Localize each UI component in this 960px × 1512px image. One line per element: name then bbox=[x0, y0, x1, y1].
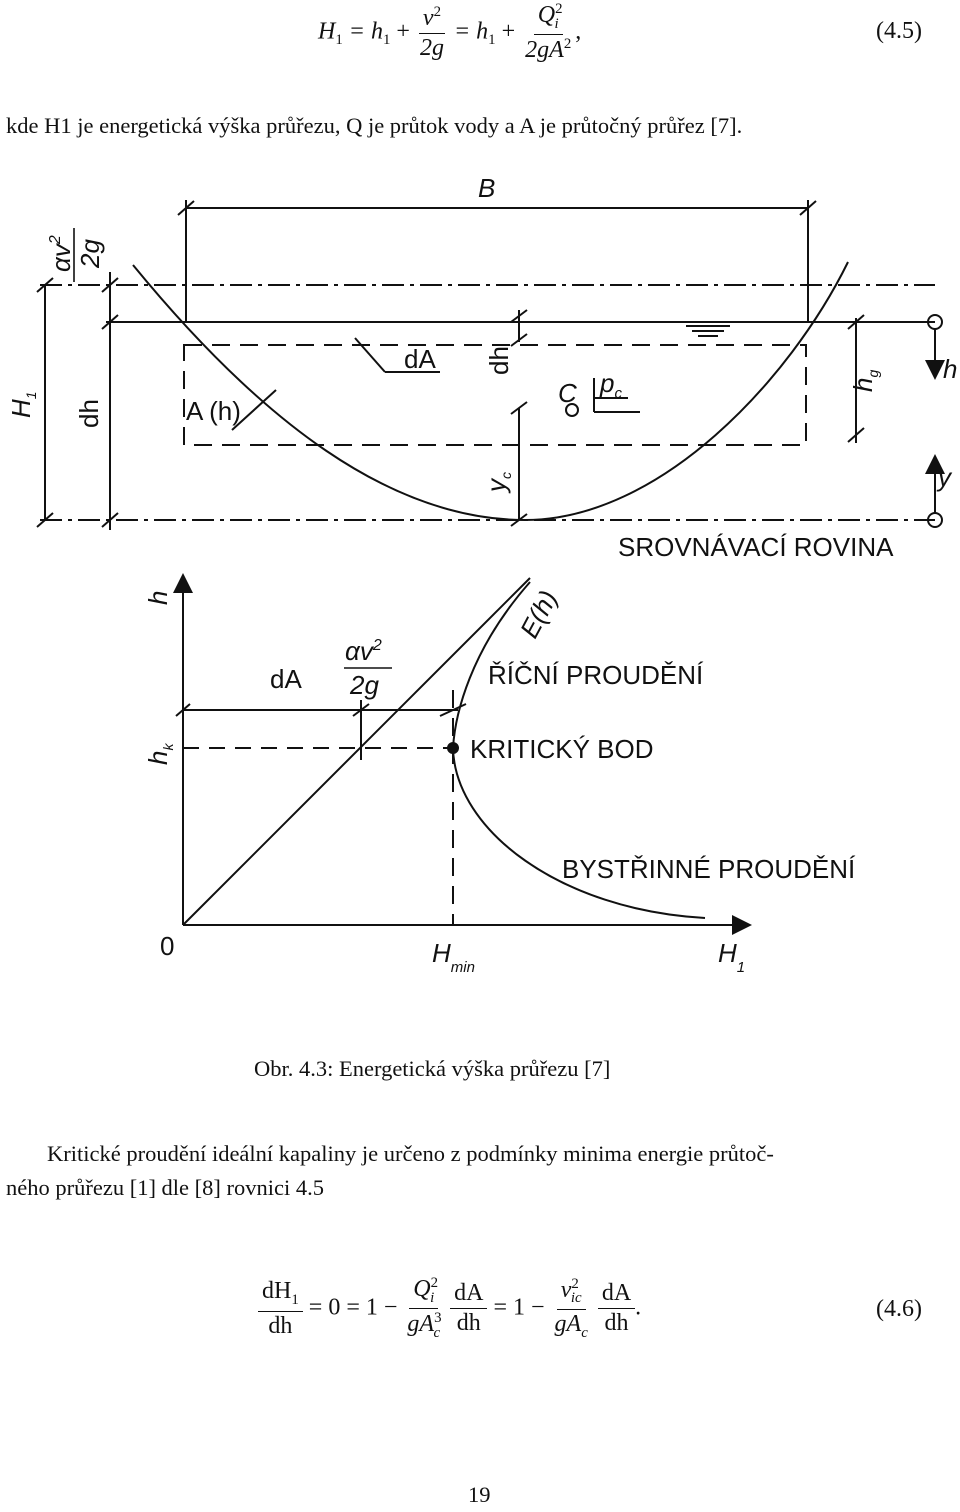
paragraph-2-line-1: Kritické proudění ideální kapaliny je určeno z podmínky minima energie průtoč- bbox=[47, 1141, 774, 1166]
label-zero: 0 bbox=[160, 931, 175, 961]
equation-4-6 bbox=[258, 1276, 641, 1342]
paragraph-2-line-2: ného průřezu [1] dle [8] rovnici 4.5 bbox=[6, 1175, 325, 1200]
eq45-frac2-sub: i bbox=[554, 15, 559, 32]
eq45-frac2-den-sup: 2 bbox=[563, 36, 572, 53]
label-hk-main: h bbox=[143, 750, 173, 765]
label-yc bbox=[481, 472, 514, 494]
label-y-right: y bbox=[938, 462, 951, 492]
eq46-frac3 bbox=[450, 1281, 487, 1336]
label-b: B bbox=[478, 173, 496, 203]
figure-caption: Obr. 4.3: Energetická výška průřezu [7] bbox=[254, 1056, 611, 1081]
eq45-frac2-sup: 2 bbox=[555, 1, 563, 17]
label-h-right: h bbox=[943, 354, 958, 384]
label-av2-low bbox=[345, 636, 382, 666]
paragraph-1: kde H1 je energetická výška průřezu, Q je průtok vody a A je průtočný průřez [7]. bbox=[6, 113, 743, 138]
label-critical-point: KRITICKÝ BOD bbox=[470, 734, 654, 764]
label-hmin-sub: min bbox=[450, 959, 475, 976]
label-yc-main: y bbox=[481, 479, 511, 492]
eq46-frac2 bbox=[403, 1276, 444, 1342]
label-h1-axis-sub: 1 bbox=[736, 959, 746, 976]
eq45-frac2-num: Q bbox=[537, 2, 556, 28]
eq45-lhs-sub: 1 bbox=[335, 32, 343, 49]
da-top-leader-a bbox=[355, 338, 385, 372]
label-da-top: dA bbox=[404, 344, 436, 374]
equation-4-5 bbox=[318, 2, 581, 64]
label-h1-axis bbox=[718, 938, 745, 976]
eq45-frac2-den: 2gA bbox=[525, 37, 564, 64]
eq45-plus1: + bbox=[396, 18, 410, 45]
label-h1-left-main: H bbox=[6, 399, 36, 418]
label-hg-sub: g bbox=[865, 369, 881, 378]
eq46-number: (4.6) bbox=[876, 1296, 922, 1322]
eq46-mid: = 0 = 1 − bbox=[308, 1294, 398, 1321]
eq46-eq: = 1 − bbox=[493, 1294, 545, 1321]
label-a-h: A (h) bbox=[186, 396, 241, 426]
label-pc-sub: c bbox=[614, 385, 622, 402]
label-av2-low-sup: 2 bbox=[372, 637, 382, 654]
eq46-dot: . bbox=[635, 1294, 642, 1321]
label-hg bbox=[848, 370, 881, 392]
eq45-comma: , bbox=[575, 18, 582, 45]
eq46-f4-den-sub: c bbox=[581, 1324, 588, 1341]
eq46-f4-num: v bbox=[560, 1276, 572, 1303]
label-river-flow: ŘÍČNÍ PROUDĚNÍ bbox=[488, 660, 704, 690]
label-hk-sub: k bbox=[160, 743, 176, 751]
energy-head-figure bbox=[0, 150, 960, 990]
eq46-f2-den-sub: c bbox=[433, 1325, 441, 1342]
eq46-f5-num: dA bbox=[598, 1281, 635, 1309]
label-hmin-main: H bbox=[432, 938, 451, 968]
label-pc bbox=[599, 368, 622, 402]
critical-point bbox=[448, 743, 458, 753]
eq46-f4-den: gA bbox=[554, 1310, 582, 1337]
eq46-f1-num-sub: 1 bbox=[291, 1291, 299, 1308]
label-2g-low: 2g bbox=[350, 670, 379, 700]
label-h1-left-sub: 1 bbox=[23, 391, 39, 400]
label-h1-axis-main: H bbox=[718, 938, 737, 968]
eq45-frac1-sup: 2 bbox=[433, 3, 442, 20]
label-h-axis: h bbox=[143, 590, 173, 605]
eq45-lhs: H bbox=[318, 18, 336, 45]
eq45-frac1 bbox=[416, 5, 448, 61]
eq46-frac5 bbox=[598, 1281, 635, 1336]
label-eh: E(h) bbox=[513, 585, 564, 643]
label-dh-left: dh bbox=[74, 399, 104, 428]
eq45-h-sub: 1 bbox=[382, 32, 391, 49]
eq46-frac4 bbox=[551, 1277, 592, 1342]
eq46-f3-num: dA bbox=[450, 1281, 487, 1309]
label-pc-main: p bbox=[600, 368, 615, 398]
label-av2-main: αv bbox=[46, 244, 76, 272]
page-number: 19 bbox=[468, 1482, 491, 1507]
eq46-f2-den-sup: 3 bbox=[434, 1310, 442, 1327]
eq46-f4-num-sub: ic bbox=[570, 1290, 582, 1307]
label-datum: SROVNÁVACÍ ROVINA bbox=[618, 532, 894, 562]
eq46-f2-num-sub: i bbox=[430, 1289, 435, 1306]
eq45-plus2: + bbox=[501, 18, 516, 45]
label-hmin bbox=[432, 938, 475, 976]
label-hk bbox=[143, 743, 176, 765]
eq46-f4-num-sup: 2 bbox=[571, 1275, 579, 1292]
label-da-low: dA bbox=[270, 664, 302, 694]
eq46-f2-den: gA bbox=[407, 1311, 435, 1338]
eq45-h2-sub: 1 bbox=[488, 32, 496, 49]
eq46-f1-num: dH bbox=[262, 1278, 292, 1305]
label-yc-sub: c bbox=[498, 472, 514, 479]
eq45-number: (4.5) bbox=[876, 18, 922, 44]
label-c: C bbox=[558, 378, 577, 408]
label-av2-sup: 2 bbox=[47, 235, 64, 245]
label-hg-main: h bbox=[848, 377, 878, 392]
label-dh-mid: dh bbox=[484, 346, 514, 375]
eq46-frac1 bbox=[258, 1279, 303, 1339]
eq45-eq2: = h bbox=[453, 18, 489, 45]
eq46-f2-num-sup: 2 bbox=[430, 1275, 439, 1291]
eq45-eq1: = h bbox=[348, 18, 383, 45]
eq46-f5-den: dh bbox=[604, 1310, 629, 1337]
eq45-frac2 bbox=[521, 2, 575, 64]
eq46-f3-den: dh bbox=[456, 1310, 481, 1337]
eq45-frac1-den: 2g bbox=[419, 34, 444, 61]
eq45-frac1-num: v bbox=[422, 4, 434, 31]
label-h1-left bbox=[6, 391, 39, 418]
label-torrent-flow: BYSTŘINNÉ PROUDĚNÍ bbox=[562, 854, 856, 884]
label-2g: 2g bbox=[75, 239, 105, 268]
eq46-f1-den: dh bbox=[268, 1312, 293, 1339]
label-av2-low-main: αv bbox=[345, 636, 373, 666]
eq46-f2-num: Q bbox=[413, 1276, 431, 1302]
label-av2 bbox=[46, 235, 76, 272]
